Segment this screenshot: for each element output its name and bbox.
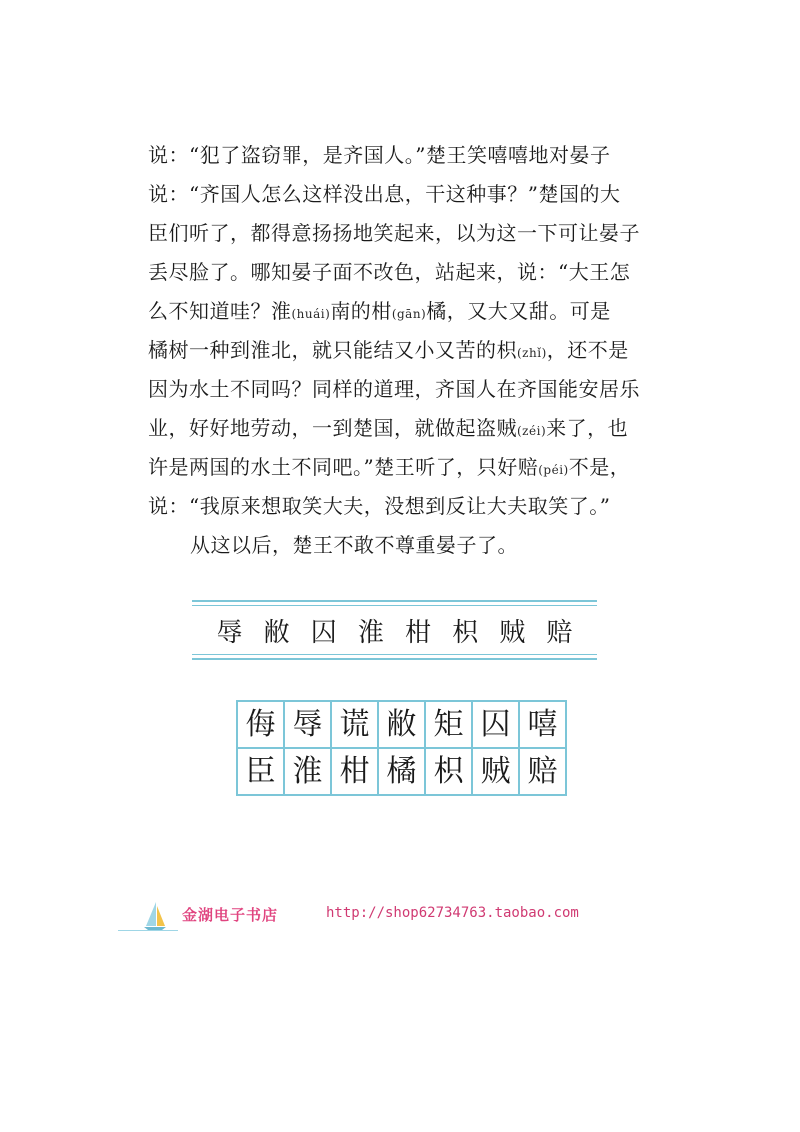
writing-grid: [236, 700, 567, 796]
grid-cell: 矩: [426, 702, 473, 749]
banner-char: 淮: [357, 617, 384, 648]
pinyin-annotation: (gān): [391, 307, 427, 321]
grid-cell: 辱: [285, 702, 332, 749]
grid-cell: 橘: [379, 749, 426, 796]
story-line: 丢尽脸了。哪知晏子面不改色，站起来，说：“大王怎: [148, 260, 631, 284]
grid-cell: 囚: [473, 702, 520, 749]
text-run: 来了，也: [546, 416, 629, 440]
shop-name: 金湖电子书店: [182, 906, 279, 924]
banner-char: 辱: [216, 617, 243, 648]
grid-cell: 赔: [520, 749, 567, 796]
banner-char: 贼: [499, 617, 526, 648]
text-run: 南的柑: [330, 299, 392, 323]
new-characters-banner: [192, 600, 597, 660]
pinyin-annotation: (péi): [538, 463, 569, 477]
story-line: 说：“齐国人怎么这样没出息，干这种事？”楚国的大: [148, 182, 621, 206]
story-line: [148, 448, 648, 487]
pinyin-annotation: (zéi): [517, 424, 547, 438]
grid-cell: 谎: [332, 702, 379, 749]
text-run: 业，好好地劳动，一到楚国，就做起盗贼: [148, 416, 517, 440]
grid-cell: 柑: [332, 749, 379, 796]
story-line: 说：“我原来想取笑大夫，没想到反让大夫取笑了。”: [148, 494, 611, 518]
grid-cell: 侮: [238, 702, 285, 749]
grid-cell: 淮: [285, 749, 332, 796]
text-run: 橘，又大又甜。可是: [426, 299, 611, 323]
story-text: [148, 136, 648, 565]
text-run: 许是两国的水土不同吧。”楚王听了，只好赔: [148, 455, 539, 479]
story-line: 从这以后，楚王不敢不尊重晏子了。: [190, 533, 518, 557]
grid-cell: 臣: [238, 749, 285, 796]
story-line: [148, 292, 648, 331]
story-line: 因为水土不同吗？同样的道理，齐国人在齐国能安居乐: [148, 377, 640, 401]
grid-row: [238, 702, 567, 749]
pinyin-annotation: (zhǐ): [517, 346, 547, 360]
story-line: 说：“犯了盗窃罪，是齐国人。”楚王笑嘻嘻地对晏子: [148, 143, 611, 167]
text-run: 么不知道哇？淮: [148, 299, 292, 323]
banner-char: 囚: [310, 617, 337, 648]
pinyin-annotation: (huái): [291, 307, 331, 321]
banner-characters: [192, 602, 597, 658]
grid-cell: 嘻: [520, 702, 567, 749]
shop-url[interactable]: http://shop62734763.taobao.com: [326, 905, 579, 921]
grid-cell: 敝: [379, 702, 426, 749]
grid-cell: 枳: [426, 749, 473, 796]
sail-icon: [142, 900, 168, 930]
banner-char: 柑: [405, 617, 432, 648]
story-line: [148, 331, 648, 370]
grid-row: [238, 749, 567, 796]
story-line: 臣们听了，都得意扬扬地笑起来，以为这一下可让晏子: [148, 221, 640, 245]
banner-char: 赔: [546, 617, 573, 648]
footer-rule: [118, 930, 178, 931]
grid-cell: 贼: [473, 749, 520, 796]
banner-char: 敝: [263, 617, 290, 648]
text-run: ，还不是: [546, 338, 629, 362]
story-line: [148, 409, 648, 448]
text-run: 橘树一种到淮北，就只能结又小又苦的枳: [148, 338, 517, 362]
text-run: 不是，: [568, 455, 631, 479]
watermark-footer: [118, 896, 638, 936]
banner-char: 枳: [452, 617, 479, 648]
